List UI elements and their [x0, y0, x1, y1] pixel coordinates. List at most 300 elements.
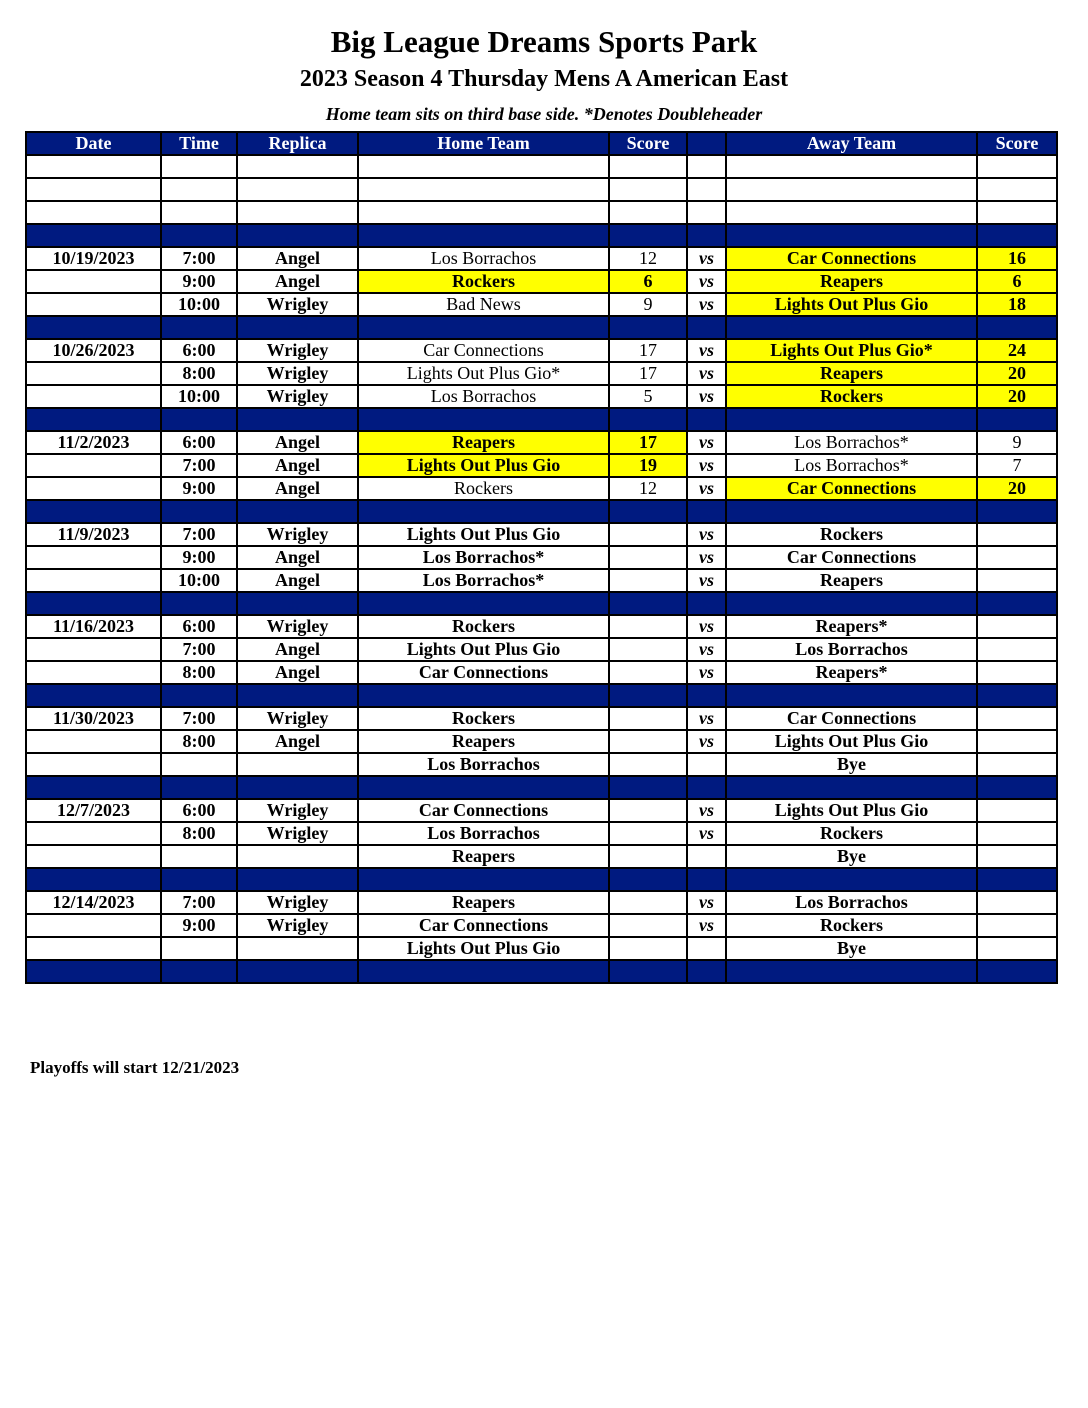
- cell-replica: Wrigley: [237, 707, 358, 730]
- separator-cell: [161, 500, 237, 523]
- cell-home-team: Rockers: [358, 270, 609, 293]
- cell-vs: vs: [687, 730, 726, 753]
- cell-time: 6:00: [161, 431, 237, 454]
- cell-home-team: Lights Out Plus Gio: [358, 523, 609, 546]
- cell-date: [26, 293, 161, 316]
- cell-time: 7:00: [161, 891, 237, 914]
- cell-vs: vs: [687, 293, 726, 316]
- cell-home-team: Los Borrachos: [358, 247, 609, 270]
- separator-cell: [26, 868, 161, 891]
- cell-time: [161, 753, 237, 776]
- cell-away-team: Lights Out Plus Gio: [726, 293, 977, 316]
- separator-cell: [977, 868, 1057, 891]
- cell-vs: vs: [687, 569, 726, 592]
- cell-away-team: Car Connections: [726, 477, 977, 500]
- cell-vs: vs: [687, 523, 726, 546]
- blank-cell: [26, 155, 161, 178]
- game-row: [26, 891, 1057, 914]
- cell-home-score: 17: [609, 339, 687, 362]
- cell-away-team: Rockers: [726, 523, 977, 546]
- cell-date: 11/30/2023: [26, 707, 161, 730]
- cell-away-score: [977, 937, 1057, 960]
- cell-home-score: [609, 661, 687, 684]
- cell-replica: Angel: [237, 454, 358, 477]
- separator-cell: [687, 408, 726, 431]
- cell-date: [26, 914, 161, 937]
- cell-replica: Wrigley: [237, 362, 358, 385]
- separator-cell: [687, 776, 726, 799]
- cell-date: [26, 569, 161, 592]
- cell-replica: Angel: [237, 431, 358, 454]
- separator-cell: [726, 224, 977, 247]
- game-row: [26, 638, 1057, 661]
- week-separator-row: [26, 960, 1057, 983]
- cell-time: 9:00: [161, 914, 237, 937]
- separator-cell: [237, 592, 358, 615]
- cell-home-team: Rockers: [358, 477, 609, 500]
- cell-home-score: 12: [609, 477, 687, 500]
- cell-away-team: Reapers*: [726, 615, 977, 638]
- schedule-table: [25, 131, 1058, 984]
- cell-home-team: Rockers: [358, 707, 609, 730]
- game-row: [26, 431, 1057, 454]
- cell-away-score: 7: [977, 454, 1057, 477]
- cell-home-team: Los Borrachos: [358, 822, 609, 845]
- separator-cell: [687, 684, 726, 707]
- blank-cell: [26, 201, 161, 224]
- blank-cell: [237, 155, 358, 178]
- cell-time: 10:00: [161, 569, 237, 592]
- week-separator-row: [26, 408, 1057, 431]
- game-row: [26, 270, 1057, 293]
- separator-cell: [26, 592, 161, 615]
- cell-time: [161, 845, 237, 868]
- cell-away-score: [977, 914, 1057, 937]
- cell-away-team: Car Connections: [726, 707, 977, 730]
- game-row: [26, 385, 1057, 408]
- cell-home-score: [609, 799, 687, 822]
- cell-date: 10/19/2023: [26, 247, 161, 270]
- cell-home-team: Reapers: [358, 730, 609, 753]
- cell-away-team: Rockers: [726, 385, 977, 408]
- cell-vs: vs: [687, 247, 726, 270]
- cell-vs: vs: [687, 270, 726, 293]
- cell-home-team: Los Borrachos: [358, 385, 609, 408]
- cell-time: [161, 937, 237, 960]
- game-row: [26, 293, 1057, 316]
- separator-cell: [161, 316, 237, 339]
- blank-cell: [726, 178, 977, 201]
- cell-home-score: [609, 891, 687, 914]
- cell-replica: Wrigley: [237, 339, 358, 362]
- cell-replica: Angel: [237, 638, 358, 661]
- cell-home-team: Car Connections: [358, 661, 609, 684]
- cell-away-score: [977, 799, 1057, 822]
- cell-vs: vs: [687, 799, 726, 822]
- page-note: Home team sits on third base side. *Denotes Doubleheader: [325, 104, 763, 124]
- cell-away-team: Lights Out Plus Gio: [726, 799, 977, 822]
- game-row: [26, 914, 1057, 937]
- page-title: Big League Dreams Sports Park: [330, 24, 758, 59]
- cell-vs: vs: [687, 431, 726, 454]
- cell-home-score: 19: [609, 454, 687, 477]
- cell-home-team: Los Borrachos: [358, 753, 609, 776]
- cell-away-score: 24: [977, 339, 1057, 362]
- cell-replica: Wrigley: [237, 914, 358, 937]
- week-separator-row: [26, 500, 1057, 523]
- blank-cell: [977, 201, 1057, 224]
- cell-vs: [687, 753, 726, 776]
- cell-away-team: Reapers: [726, 270, 977, 293]
- cell-home-team: Lights Out Plus Gio*: [358, 362, 609, 385]
- game-row: [26, 661, 1057, 684]
- separator-cell: [161, 408, 237, 431]
- blank-cell: [609, 201, 687, 224]
- cell-replica: Angel: [237, 247, 358, 270]
- cell-time: 7:00: [161, 638, 237, 661]
- separator-cell: [26, 776, 161, 799]
- cell-vs: vs: [687, 339, 726, 362]
- separator-cell: [237, 316, 358, 339]
- cell-replica: Angel: [237, 477, 358, 500]
- separator-cell: [609, 960, 687, 983]
- cell-date: 10/26/2023: [26, 339, 161, 362]
- game-row: [26, 753, 1057, 776]
- col-header-home-team: Home Team: [358, 132, 609, 155]
- separator-cell: [237, 960, 358, 983]
- cell-home-score: 17: [609, 431, 687, 454]
- separator-cell: [161, 776, 237, 799]
- blank-cell: [358, 178, 609, 201]
- cell-replica: Angel: [237, 661, 358, 684]
- separator-cell: [977, 500, 1057, 523]
- game-row: [26, 247, 1057, 270]
- cell-replica: Angel: [237, 569, 358, 592]
- separator-cell: [358, 408, 609, 431]
- cell-time: 8:00: [161, 822, 237, 845]
- week-separator-row: [26, 316, 1057, 339]
- separator-cell: [726, 316, 977, 339]
- game-row: [26, 730, 1057, 753]
- cell-home-team: Lights Out Plus Gio: [358, 937, 609, 960]
- cell-home-team: Los Borrachos*: [358, 546, 609, 569]
- separator-cell: [977, 316, 1057, 339]
- cell-replica: Wrigley: [237, 891, 358, 914]
- cell-away-team: Car Connections: [726, 247, 977, 270]
- separator-cell: [977, 684, 1057, 707]
- cell-home-score: [609, 845, 687, 868]
- cell-home-score: [609, 707, 687, 730]
- col-header-replica: Replica: [237, 132, 358, 155]
- game-row: [26, 454, 1057, 477]
- cell-replica: [237, 937, 358, 960]
- cell-away-team: Reapers: [726, 362, 977, 385]
- blank-row: [26, 178, 1057, 201]
- separator-cell: [161, 224, 237, 247]
- separator-cell: [977, 224, 1057, 247]
- cell-away-score: [977, 730, 1057, 753]
- cell-home-score: [609, 546, 687, 569]
- col-header-vs: [687, 132, 726, 155]
- cell-home-score: [609, 937, 687, 960]
- cell-away-score: [977, 707, 1057, 730]
- blank-cell: [687, 201, 726, 224]
- cell-vs: vs: [687, 546, 726, 569]
- cell-date: [26, 937, 161, 960]
- cell-time: 8:00: [161, 730, 237, 753]
- separator-cell: [26, 500, 161, 523]
- separator-cell: [609, 224, 687, 247]
- cell-time: 7:00: [161, 523, 237, 546]
- separator-cell: [26, 316, 161, 339]
- cell-away-team: Lights Out Plus Gio*: [726, 339, 977, 362]
- cell-away-score: [977, 523, 1057, 546]
- separator-cell: [687, 960, 726, 983]
- separator-cell: [687, 316, 726, 339]
- col-header-time: Time: [161, 132, 237, 155]
- blank-cell: [161, 201, 237, 224]
- cell-vs: vs: [687, 707, 726, 730]
- cell-home-score: 5: [609, 385, 687, 408]
- game-row: [26, 546, 1057, 569]
- cell-date: 12/7/2023: [26, 799, 161, 822]
- cell-home-team: Car Connections: [358, 914, 609, 937]
- blank-cell: [161, 155, 237, 178]
- separator-cell: [358, 684, 609, 707]
- cell-home-team: Reapers: [358, 845, 609, 868]
- cell-away-team: Rockers: [726, 914, 977, 937]
- cell-home-team: Rockers: [358, 615, 609, 638]
- blank-cell: [26, 178, 161, 201]
- separator-cell: [26, 684, 161, 707]
- cell-time: 6:00: [161, 615, 237, 638]
- blank-cell: [726, 201, 977, 224]
- separator-cell: [26, 960, 161, 983]
- cell-time: 9:00: [161, 546, 237, 569]
- separator-cell: [161, 960, 237, 983]
- footer-note: Playoffs will start 12/21/2023: [30, 1058, 240, 1077]
- game-row: [26, 937, 1057, 960]
- cell-away-team: Reapers*: [726, 661, 977, 684]
- cell-home-score: [609, 569, 687, 592]
- cell-replica: Wrigley: [237, 293, 358, 316]
- cell-replica: Wrigley: [237, 822, 358, 845]
- cell-home-score: [609, 753, 687, 776]
- cell-home-team: Reapers: [358, 891, 609, 914]
- separator-cell: [687, 224, 726, 247]
- separator-cell: [726, 684, 977, 707]
- cell-home-team: Lights Out Plus Gio: [358, 638, 609, 661]
- separator-cell: [358, 224, 609, 247]
- separator-cell: [358, 316, 609, 339]
- cell-time: 10:00: [161, 385, 237, 408]
- cell-home-score: [609, 615, 687, 638]
- separator-cell: [609, 592, 687, 615]
- separator-cell: [977, 960, 1057, 983]
- cell-home-score: 6: [609, 270, 687, 293]
- blank-cell: [977, 178, 1057, 201]
- cell-away-score: 16: [977, 247, 1057, 270]
- cell-date: [26, 477, 161, 500]
- cell-home-score: 12: [609, 247, 687, 270]
- cell-home-team: Lights Out Plus Gio: [358, 454, 609, 477]
- separator-cell: [726, 592, 977, 615]
- blank-cell: [237, 178, 358, 201]
- cell-vs: vs: [687, 891, 726, 914]
- separator-cell: [358, 592, 609, 615]
- cell-vs: vs: [687, 454, 726, 477]
- separator-cell: [977, 776, 1057, 799]
- game-row: [26, 569, 1057, 592]
- blank-cell: [609, 155, 687, 178]
- cell-vs: vs: [687, 362, 726, 385]
- separator-cell: [609, 500, 687, 523]
- separator-cell: [977, 592, 1057, 615]
- cell-home-score: [609, 638, 687, 661]
- cell-home-score: [609, 730, 687, 753]
- cell-home-score: [609, 914, 687, 937]
- separator-cell: [687, 500, 726, 523]
- cell-away-team: Los Borrachos*: [726, 431, 977, 454]
- cell-replica: Wrigley: [237, 799, 358, 822]
- cell-away-team: Bye: [726, 845, 977, 868]
- blank-cell: [687, 178, 726, 201]
- week-separator-row: [26, 684, 1057, 707]
- separator-cell: [26, 408, 161, 431]
- cell-replica: [237, 845, 358, 868]
- blank-cell: [609, 178, 687, 201]
- separator-cell: [237, 868, 358, 891]
- week-separator-row: [26, 868, 1057, 891]
- game-row: [26, 339, 1057, 362]
- cell-time: 10:00: [161, 293, 237, 316]
- week-separator-row: [26, 224, 1057, 247]
- cell-date: 11/2/2023: [26, 431, 161, 454]
- separator-cell: [237, 684, 358, 707]
- cell-away-score: [977, 546, 1057, 569]
- game-row: [26, 822, 1057, 845]
- cell-vs: vs: [687, 477, 726, 500]
- cell-time: 8:00: [161, 362, 237, 385]
- cell-home-score: [609, 523, 687, 546]
- cell-away-team: Rockers: [726, 822, 977, 845]
- col-header-date: Date: [26, 132, 161, 155]
- cell-away-score: 18: [977, 293, 1057, 316]
- blank-row: [26, 155, 1057, 178]
- separator-cell: [687, 592, 726, 615]
- cell-time: 7:00: [161, 454, 237, 477]
- separator-cell: [609, 408, 687, 431]
- separator-cell: [687, 868, 726, 891]
- cell-away-team: Lights Out Plus Gio: [726, 730, 977, 753]
- cell-date: [26, 362, 161, 385]
- cell-away-score: [977, 569, 1057, 592]
- cell-time: 7:00: [161, 247, 237, 270]
- week-separator-row: [26, 592, 1057, 615]
- cell-vs: [687, 845, 726, 868]
- cell-home-team: Car Connections: [358, 339, 609, 362]
- cell-away-score: 20: [977, 362, 1057, 385]
- cell-vs: [687, 937, 726, 960]
- cell-vs: vs: [687, 822, 726, 845]
- cell-time: 8:00: [161, 661, 237, 684]
- cell-replica: Angel: [237, 270, 358, 293]
- cell-date: [26, 845, 161, 868]
- separator-cell: [609, 776, 687, 799]
- separator-cell: [237, 408, 358, 431]
- separator-cell: [726, 500, 977, 523]
- game-row: [26, 799, 1057, 822]
- cell-away-team: Car Connections: [726, 546, 977, 569]
- blank-cell: [977, 155, 1057, 178]
- cell-away-score: [977, 891, 1057, 914]
- cell-away-score: [977, 822, 1057, 845]
- blank-cell: [726, 155, 977, 178]
- cell-away-score: 20: [977, 477, 1057, 500]
- cell-vs: vs: [687, 661, 726, 684]
- cell-date: [26, 385, 161, 408]
- separator-cell: [358, 868, 609, 891]
- cell-date: [26, 661, 161, 684]
- cell-time: 7:00: [161, 707, 237, 730]
- blank-cell: [358, 201, 609, 224]
- cell-time: 6:00: [161, 799, 237, 822]
- game-row: [26, 362, 1057, 385]
- separator-cell: [726, 960, 977, 983]
- col-header-away-team: Away Team: [726, 132, 977, 155]
- cell-vs: vs: [687, 638, 726, 661]
- cell-replica: [237, 753, 358, 776]
- col-header-home-score: Score: [609, 132, 687, 155]
- separator-cell: [726, 776, 977, 799]
- cell-away-team: Los Borrachos: [726, 638, 977, 661]
- cell-away-team: Reapers: [726, 569, 977, 592]
- separator-cell: [358, 776, 609, 799]
- cell-vs: vs: [687, 914, 726, 937]
- cell-home-team: Los Borrachos*: [358, 569, 609, 592]
- cell-date: [26, 638, 161, 661]
- week-separator-row: [26, 776, 1057, 799]
- cell-home-team: Car Connections: [358, 799, 609, 822]
- cell-away-score: [977, 661, 1057, 684]
- col-header-away-score: Score: [977, 132, 1057, 155]
- cell-date: 11/16/2023: [26, 615, 161, 638]
- separator-cell: [26, 224, 161, 247]
- cell-home-team: Bad News: [358, 293, 609, 316]
- separator-cell: [977, 408, 1057, 431]
- cell-date: [26, 546, 161, 569]
- separator-cell: [726, 408, 977, 431]
- blank-cell: [687, 155, 726, 178]
- cell-replica: Angel: [237, 546, 358, 569]
- separator-cell: [161, 868, 237, 891]
- cell-home-team: Reapers: [358, 431, 609, 454]
- cell-away-score: 20: [977, 385, 1057, 408]
- separator-cell: [358, 500, 609, 523]
- cell-date: [26, 730, 161, 753]
- game-row: [26, 523, 1057, 546]
- cell-away-team: Los Borrachos: [726, 891, 977, 914]
- cell-away-score: 6: [977, 270, 1057, 293]
- game-row: [26, 477, 1057, 500]
- cell-vs: vs: [687, 615, 726, 638]
- separator-cell: [161, 684, 237, 707]
- cell-replica: Angel: [237, 730, 358, 753]
- separator-cell: [237, 224, 358, 247]
- game-row: [26, 615, 1057, 638]
- cell-vs: vs: [687, 385, 726, 408]
- separator-cell: [609, 684, 687, 707]
